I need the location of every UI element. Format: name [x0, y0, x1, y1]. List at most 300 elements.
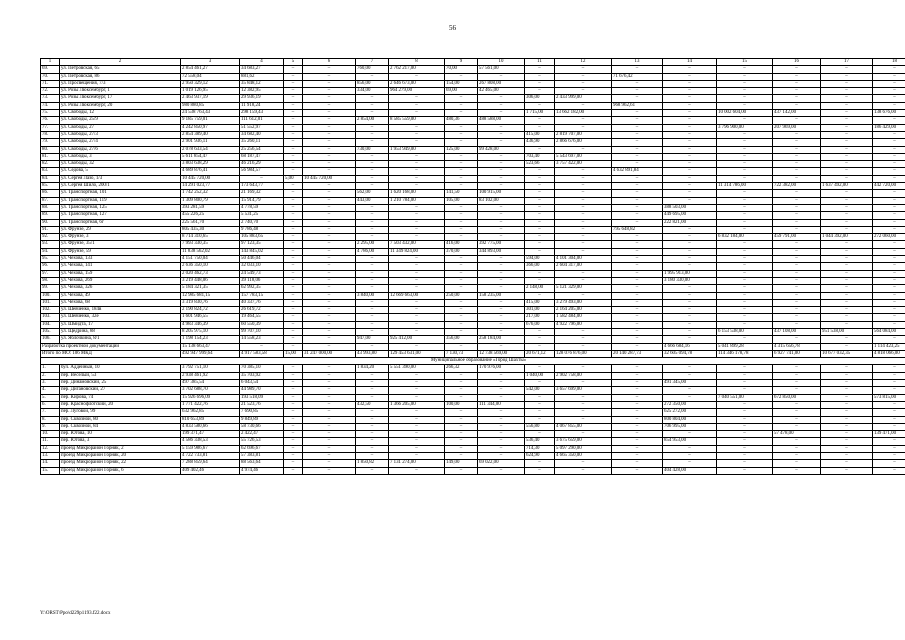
table-cell: – — [821, 365, 873, 372]
table-cell: – — [525, 409, 555, 416]
table-cell: – — [717, 416, 773, 423]
table-cell: ул. Шевченко, 184в — [60, 307, 181, 314]
table-cell: – — [773, 263, 821, 270]
table-cell: 98. — [41, 277, 60, 284]
table-cell: ул. Фрунзе, 3 — [60, 234, 181, 241]
table-cell: – — [303, 95, 356, 102]
table-cell: 1 044 392,00 — [821, 234, 873, 241]
table-cell: – — [389, 423, 445, 430]
table-cell: 4 818 066,00 — [873, 350, 905, 357]
table-cell: ул. Транспортная, 119 — [60, 197, 181, 204]
table-cell: – — [525, 365, 555, 372]
table-cell: 266,32 — [445, 365, 478, 372]
table-cell: 881,62 — [240, 73, 284, 80]
table-cell: ул. Сергея Шило, 200/1 — [60, 183, 181, 190]
table-cell: 6. — [41, 401, 60, 408]
table-cell: 1 366 205,00 — [389, 401, 445, 408]
table-cell: ул. Чехова, 133 — [60, 256, 181, 263]
table-cell: – — [284, 131, 303, 138]
table-cell: 404 428,00 — [663, 467, 717, 474]
table-cell: – — [555, 117, 612, 124]
table-cell: – — [525, 226, 555, 233]
table-cell: – — [478, 139, 525, 146]
table-row — [41, 204, 905, 211]
table-cell: – — [389, 263, 445, 270]
table-cell: – — [284, 307, 303, 314]
table-cell: – — [555, 190, 612, 197]
table-cell: – — [445, 285, 478, 292]
table-cell: – — [873, 453, 905, 460]
table-cell: – — [356, 183, 389, 190]
table-cell: – — [525, 467, 555, 474]
table-cell: 4 786,00 — [356, 248, 389, 255]
table-cell: 13. — [41, 453, 60, 460]
table-cell: 3 180 330,00 — [663, 277, 717, 284]
table-cell: – — [445, 387, 478, 394]
table-cell: 70 385,10 — [240, 365, 284, 372]
table-cell: 334,00 — [356, 88, 389, 95]
table-cell: 4 833 580,66 — [181, 423, 240, 430]
table-cell: 4 101 304,00 — [555, 256, 612, 263]
table-cell: – — [356, 438, 389, 445]
table-cell: – — [773, 321, 821, 328]
table-cell: 491 345,00 — [663, 380, 717, 387]
table-cell: – — [821, 307, 873, 314]
table-cell: – — [284, 124, 303, 131]
table-cell: – — [821, 88, 873, 95]
table-cell: – — [873, 175, 905, 182]
table-cell: 676,00 — [525, 321, 555, 328]
table-cell: ул. Розы Люксембург, 1 — [60, 88, 181, 95]
table-cell: – — [821, 401, 873, 408]
table-cell: – — [303, 197, 356, 204]
table-cell: – — [873, 73, 905, 80]
table-cell: 573 815,00 — [873, 394, 905, 401]
table-cell: – — [478, 321, 525, 328]
table-cell: 4 689 876,41 — [181, 168, 240, 175]
table-cell: 19 464,55 — [240, 314, 284, 321]
table-cell: – — [612, 380, 663, 387]
table-cell: – — [445, 314, 478, 321]
table-cell: – — [773, 88, 821, 95]
table-cell: – — [612, 197, 663, 204]
table-cell: – — [555, 343, 612, 350]
table-cell: 6 043,54 — [240, 380, 284, 387]
table-cell: – — [389, 445, 445, 452]
table-cell: – — [717, 336, 773, 343]
table-cell: – — [303, 343, 356, 350]
table-cell: – — [525, 401, 555, 408]
table-cell: 31 247 000,00 — [303, 350, 356, 357]
table-row — [41, 372, 905, 379]
table-cell: 14. — [41, 460, 60, 467]
table-cell: 173 643,77 — [240, 183, 284, 190]
table-cell: 83. — [41, 168, 60, 175]
table-cell: – — [873, 131, 905, 138]
table-cell: 4 586 338,53 — [181, 438, 240, 445]
table-cell: – — [873, 241, 905, 248]
table-cell: 6 — [303, 59, 356, 66]
table-cell: – — [821, 387, 873, 394]
table-cell: – — [873, 80, 905, 87]
table-cell: – — [773, 117, 821, 124]
table-cell: – — [612, 110, 663, 117]
table-cell: 3 840,00 — [356, 292, 389, 299]
table-cell: – — [389, 183, 445, 190]
table-cell: – — [717, 467, 773, 474]
table-cell: – — [445, 161, 478, 168]
table-cell: – — [303, 124, 356, 131]
table-cell: – — [478, 153, 525, 160]
table-cell: 624,90 — [525, 453, 555, 460]
design-docs-row — [41, 343, 905, 350]
table-cell: – — [773, 241, 821, 248]
table-cell: – — [356, 124, 389, 131]
table-cell: – — [478, 328, 525, 335]
table-cell: 35 703,92 — [240, 372, 284, 379]
table-cell: – — [717, 431, 773, 438]
table-cell: 2. — [41, 372, 60, 379]
table-cell: 12 738 569,00 — [478, 350, 525, 357]
table-cell: 536,40 — [525, 438, 555, 445]
table-row — [41, 73, 905, 80]
table-cell: – — [284, 460, 303, 467]
table-cell: 4 315 656,78 — [773, 343, 821, 350]
table-cell: ул. Чехова, 269 — [60, 277, 181, 284]
table-cell: – — [717, 175, 773, 182]
table-cell: – — [303, 212, 356, 219]
table-cell: 157 783,15 — [240, 292, 284, 299]
table-cell: – — [612, 394, 663, 401]
table-cell: 1 019 126,95 — [181, 88, 240, 95]
table-cell: – — [821, 80, 873, 87]
table-cell: 44 989,70 — [240, 387, 284, 394]
table-cell: 20 671,12 — [525, 350, 555, 357]
table-cell: – — [356, 409, 389, 416]
table-cell: – — [821, 460, 873, 467]
table-cell: 409 402,46 — [181, 467, 240, 474]
table-cell: – — [873, 95, 905, 102]
table-cell: – — [612, 80, 663, 87]
table-cell: проезд Микрорайон Горняк, 2 — [60, 445, 181, 452]
table-cell: 73. — [41, 95, 60, 102]
table-cell: 2 901 936,11 — [181, 139, 240, 146]
table-cell: – — [821, 190, 873, 197]
table-cell: 298 159,43 — [240, 110, 284, 117]
table-cell: 2 740,70 — [240, 219, 284, 226]
table-cell: 100,00 — [445, 401, 478, 408]
table-cell: 492 947 999,64 — [181, 350, 240, 357]
table-cell: 125,00 — [445, 146, 478, 153]
table-cell: – — [356, 299, 389, 306]
table-cell: – — [303, 387, 356, 394]
table-row — [41, 431, 905, 438]
table-cell: 7 503 432,00 — [389, 241, 445, 248]
table-cell: – — [873, 197, 905, 204]
table-cell: 2 854 461,27 — [181, 66, 240, 73]
table-cell: – — [445, 380, 478, 387]
table-cell: проезд Микрорайон Горняк, 6 — [60, 467, 181, 474]
table-cell: – — [873, 277, 905, 284]
table-cell: – — [773, 438, 821, 445]
table-cell: – — [717, 285, 773, 292]
table-cell: 68 187,47 — [240, 153, 284, 160]
table-cell: 2 148,00 — [525, 285, 555, 292]
table-row — [41, 270, 905, 277]
table-cell: 57 383,81 — [240, 453, 284, 460]
table-row — [41, 88, 905, 95]
table-cell: 951 538,00 — [821, 328, 873, 335]
table-row — [41, 365, 905, 372]
table-cell: 88 563,64 — [240, 460, 284, 467]
page-number: 56 — [449, 24, 456, 32]
table-cell: – — [555, 168, 612, 175]
table-cell: – — [821, 204, 873, 211]
table-cell: – — [303, 299, 356, 306]
data-table — [40, 58, 905, 475]
table-cell: – — [389, 438, 445, 445]
table-cell: – — [303, 401, 356, 408]
table-cell: 141,50 — [445, 190, 478, 197]
table-cell: – — [356, 372, 389, 379]
table-cell: – — [478, 168, 525, 175]
table-cell: 2 422,47 — [240, 431, 284, 438]
table-row — [41, 409, 905, 416]
table-cell: 2 854,00 — [356, 117, 389, 124]
table-cell: 15. — [41, 467, 60, 474]
table-cell: 459 791,00 — [773, 234, 821, 241]
table-cell: 810 653,89 — [181, 416, 240, 423]
table-cell: 523,66 — [525, 161, 555, 168]
table-cell: 388 503,00 — [663, 204, 717, 211]
table-cell: – — [525, 270, 555, 277]
table-cell: – — [478, 204, 525, 211]
table-cell: 2 463 937,19 — [181, 95, 240, 102]
table-cell: пер. Кирова, 74 — [60, 394, 181, 401]
table-cell: – — [478, 372, 525, 379]
table-cell: – — [663, 256, 717, 263]
table-cell: – — [303, 438, 356, 445]
table-row — [41, 321, 905, 328]
table-cell: – — [612, 372, 663, 379]
table-cell: – — [525, 102, 555, 109]
table-cell: – — [389, 431, 445, 438]
table-cell: – — [612, 66, 663, 73]
table-cell: – — [663, 66, 717, 73]
table-cell: 17 — [821, 59, 873, 66]
table-cell: пер. Югова, 10 — [60, 431, 181, 438]
table-cell: 35 260,11 — [240, 139, 284, 146]
table-cell: – — [303, 314, 356, 321]
table-cell: – — [284, 438, 303, 445]
table-cell: – — [303, 139, 356, 146]
table-cell: – — [873, 416, 905, 423]
table-row — [41, 277, 905, 284]
table-cell: 356,00 — [445, 336, 478, 343]
table-cell: – — [717, 95, 773, 102]
footer-file-path: Y:\ORST\Ppo\d229p1193.f22.docx — [40, 611, 111, 616]
table-cell: – — [356, 307, 389, 314]
table-cell: – — [303, 372, 356, 379]
table-cell: – — [445, 234, 478, 241]
table-cell: – — [555, 248, 612, 255]
table-cell: – — [284, 263, 303, 270]
table-cell: – — [445, 168, 478, 175]
table-cell: 3 675 659,00 — [555, 438, 612, 445]
table-cell: – — [612, 270, 663, 277]
table-cell: – — [717, 423, 773, 430]
table-cell: – — [478, 387, 525, 394]
table-cell: 14 291 023,77 — [181, 183, 240, 190]
table-row — [41, 248, 905, 255]
table-cell: 2 902 758,00 — [555, 372, 612, 379]
table-cell: 968 962,61 — [612, 102, 663, 109]
table-cell: 82. — [41, 161, 60, 168]
table-cell: – — [612, 124, 663, 131]
table-cell: проезд Микрорайон Горняк, 22 — [60, 460, 181, 467]
table-cell: – — [663, 431, 717, 438]
table-cell: 105. — [41, 328, 60, 335]
table-cell: 4 665 350,00 — [555, 453, 612, 460]
table-cell: – — [821, 153, 873, 160]
table-cell: – — [445, 409, 478, 416]
table-cell: 1. — [41, 365, 60, 372]
table-cell: – — [525, 416, 555, 423]
table-cell: 2 433 999,00 — [555, 95, 612, 102]
table-cell: – — [773, 190, 821, 197]
table-row — [41, 66, 905, 73]
table-cell: 94. — [41, 248, 60, 255]
table-cell: 225 561,70 — [181, 219, 240, 226]
table-cell: – — [389, 204, 445, 211]
table-cell: – — [284, 314, 303, 321]
table-cell: – — [717, 460, 773, 467]
table-cell: 258 184,00 — [478, 336, 525, 343]
table-cell: 79. — [41, 139, 60, 146]
table-cell: – — [555, 66, 612, 73]
table-cell: 706 995,00 — [663, 423, 717, 430]
table-cell: – — [478, 212, 525, 219]
table-row — [41, 285, 905, 292]
table-cell: 1 742 252,32 — [181, 190, 240, 197]
table-cell: – — [773, 423, 821, 430]
table-cell: – — [873, 212, 905, 219]
table-cell: – — [525, 460, 555, 467]
table-cell: 154,00 — [445, 80, 478, 87]
table-cell: 432,50 — [356, 401, 389, 408]
table-cell: 2 078 633,54 — [181, 146, 240, 153]
table-cell: 3 803 638,29 — [181, 161, 240, 168]
table-cell: 854 953,00 — [663, 438, 717, 445]
table-cell: – — [555, 183, 612, 190]
table-cell: 12. — [41, 445, 60, 452]
table-cell: – — [525, 197, 555, 204]
table-cell: 10 445 720,00 — [303, 175, 356, 182]
table-cell: – — [555, 270, 612, 277]
table-cell: – — [356, 131, 389, 138]
table-cell: – — [284, 190, 303, 197]
table-cell: – — [389, 372, 445, 379]
table-cell: – — [717, 372, 773, 379]
table-cell: – — [873, 248, 905, 255]
table-cell: – — [612, 336, 663, 343]
table-cell: 11 314 786,00 — [717, 183, 773, 190]
table-cell: – — [773, 153, 821, 160]
table-cell: 111 612,01 — [240, 117, 284, 124]
table-cell: – — [478, 431, 525, 438]
table-cell: – — [873, 226, 905, 233]
table-cell: – — [821, 285, 873, 292]
table-cell: – — [821, 197, 873, 204]
table-cell: 7 288 859,64 — [181, 460, 240, 467]
table-cell: – — [773, 212, 821, 219]
table-cell: – — [445, 183, 478, 190]
table-cell: – — [873, 161, 905, 168]
table-cell: 80. — [41, 146, 60, 153]
table-row — [41, 212, 905, 219]
table-cell: – — [389, 307, 445, 314]
table-cell: – — [773, 380, 821, 387]
table-cell: – — [773, 66, 821, 73]
table-cell: 18 — [873, 59, 905, 66]
table-cell: 564 084,00 — [873, 328, 905, 335]
table-cell: 632 962,85 — [181, 409, 240, 416]
table-cell: 2 854 389,40 — [181, 131, 240, 138]
table-cell: – — [525, 292, 555, 299]
table-cell: 1 040,00 — [525, 372, 555, 379]
table-cell: 105 883,65 — [240, 234, 284, 241]
table-cell: – — [445, 423, 478, 430]
table-cell: – — [525, 73, 555, 80]
table-cell: 21 523,76 — [240, 401, 284, 408]
table-cell: – — [612, 431, 663, 438]
table-row — [41, 292, 905, 299]
table-cell: – — [612, 365, 663, 372]
table-cell: 7. — [41, 409, 60, 416]
table-cell: 99 707,10 — [240, 328, 284, 335]
table-cell: 4 778,59 — [240, 204, 284, 211]
table-cell: – — [717, 299, 773, 306]
table-cell: 542,00 — [525, 387, 555, 394]
table-cell: – — [478, 131, 525, 138]
table-cell: 86. — [41, 190, 60, 197]
table-cell: 795 648,82 — [612, 226, 663, 233]
table-cell: – — [873, 117, 905, 124]
table-cell: 4. — [41, 387, 60, 394]
table-cell: 267 808,00 — [478, 80, 525, 87]
table-cell: – — [821, 445, 873, 452]
table-cell: ул. Фрунзе, 35/1 — [60, 241, 181, 248]
table-row — [41, 197, 905, 204]
table-cell: 947,00 — [356, 336, 389, 343]
table-cell: 14 558,23 — [240, 336, 284, 343]
table-cell: – — [663, 248, 717, 255]
table-cell: 3 792 751,10 — [181, 365, 240, 372]
table-cell: 74. — [41, 102, 60, 109]
table-cell: 5 551 390,00 — [389, 365, 445, 372]
table-cell: 100 915,00 — [478, 190, 525, 197]
table-row — [41, 460, 905, 467]
table-cell: – — [284, 292, 303, 299]
table-cell: – — [663, 365, 717, 372]
table-cell: – — [525, 248, 555, 255]
table-row — [41, 117, 905, 124]
table-cell: 455 226,25 — [181, 212, 240, 219]
table-cell: – — [821, 168, 873, 175]
table-cell: – — [612, 219, 663, 226]
table-cell: – — [555, 365, 612, 372]
table-cell: – — [525, 190, 555, 197]
